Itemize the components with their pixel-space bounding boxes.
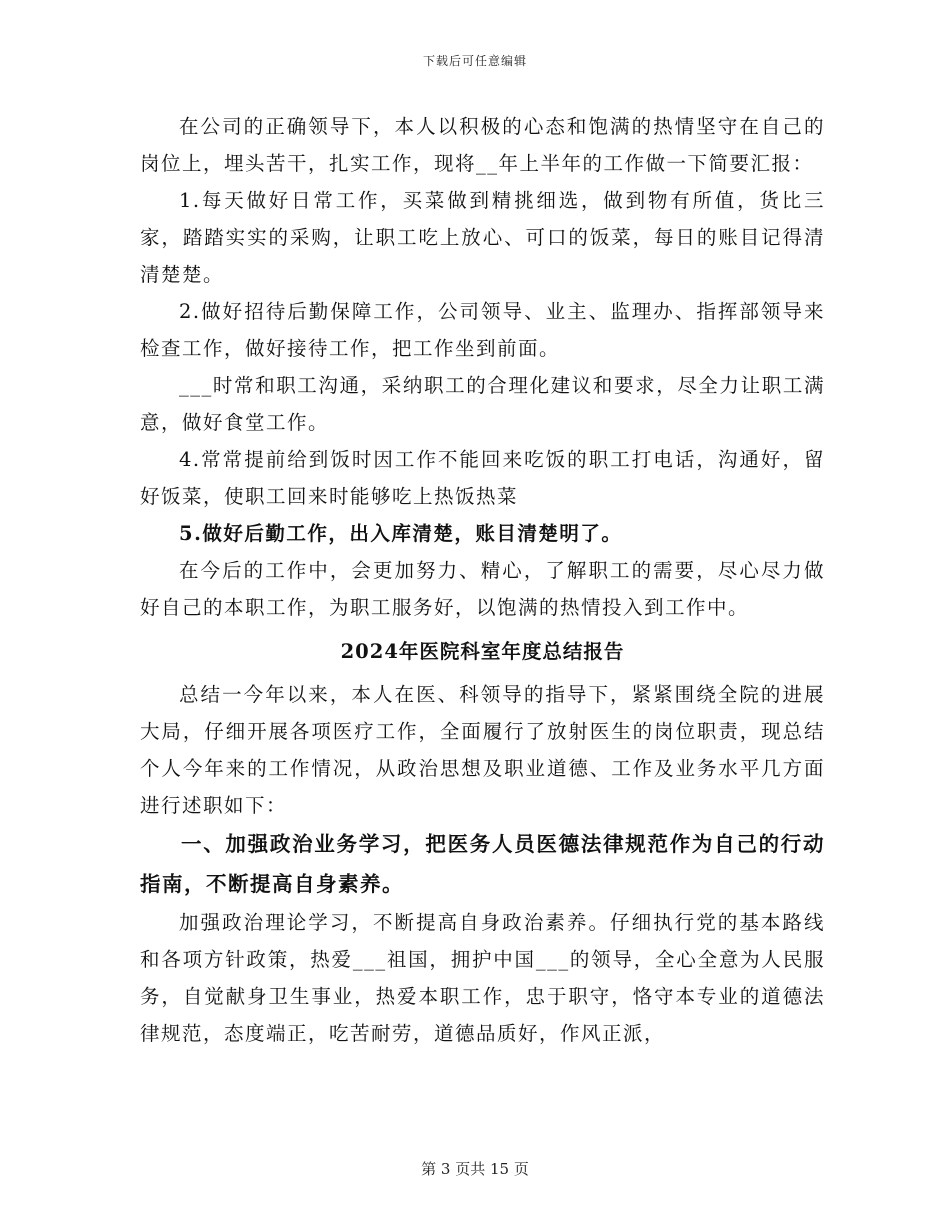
paragraph-item-4: 4.常常提前给到饭时因工作不能回来吃饭的职工打电话，沟通好，留好饭菜，使职工回来时能够吃上热饭热菜 — [140, 448, 825, 508]
paragraph-item-5: 5.做好后勤工作，出入库清楚，账目清楚明了。 — [179, 522, 623, 545]
paragraph-intro: 在公司的正确领导下，本人以积极的心态和饱满的热情坚守在自己的岗位上，埋头苦干，扎实工作，现将__年上半年的工作做一下简要汇报： — [140, 115, 825, 175]
section-body-1: 加强政治理论学习，不断提高自身政治素养。仔细执行党的基本路线和各项方针政策，热爱___祖国，拥护中国___的领导，全心全意为人民服务，自觉献身卫生事业，热爱本职工作，忠于职守，恪守本专业的道德法律规范，态度端正，吃苦耐劳，道德品质好，作风正派， — [140, 911, 825, 1045]
page-footer: 第 3 页共 15 页 — [421, 1160, 529, 1178]
page-header: 下载后可任意编辑 — [422, 54, 527, 68]
paragraph-item-2: 2.做好招待后勤保障工作，公司领导、业主、监理办、指挥部领导来检查工作，做好接待工作，把工作坐到前面。 — [140, 300, 825, 360]
section-heading-1: 一、加强政治业务学习，把医务人员医德法律规范作为自己的行动指南，不断提高自身素养。 — [140, 832, 825, 896]
document-body — [140, 108, 825, 1052]
report-title: 2024年医院科室年度总结报告 — [340, 640, 625, 663]
paragraph-item-1: 1.每天做好日常工作，买菜做到精挑细选，做到物有所值，货比三家，踏踏实实的采购，让职工吃上放心、可口的饭菜，每日的账目记得清清楚楚。 — [140, 189, 825, 286]
report-intro: 总结一今年以来，本人在医、科领导的指导下，紧紧围绕全院的进展大局，仔细开展各项医疗工作，全面履行了放射医生的岗位职责，现总结个人今年来的工作情况，从政治思想及职业道德、工作及业务水平几方面进行述职如下： — [140, 683, 825, 817]
paragraph-item-3: ___时常和职工沟通，采纳职工的合理化建议和要求，尽全力让职工满意，做好食堂工作。 — [140, 374, 825, 434]
paragraph-closing: 在今后的工作中，会更加努力、精心，了解职工的需要，尽心尽力做好自己的本职工作，为职工服务好，以饱满的热情投入到工作中。 — [140, 559, 825, 619]
